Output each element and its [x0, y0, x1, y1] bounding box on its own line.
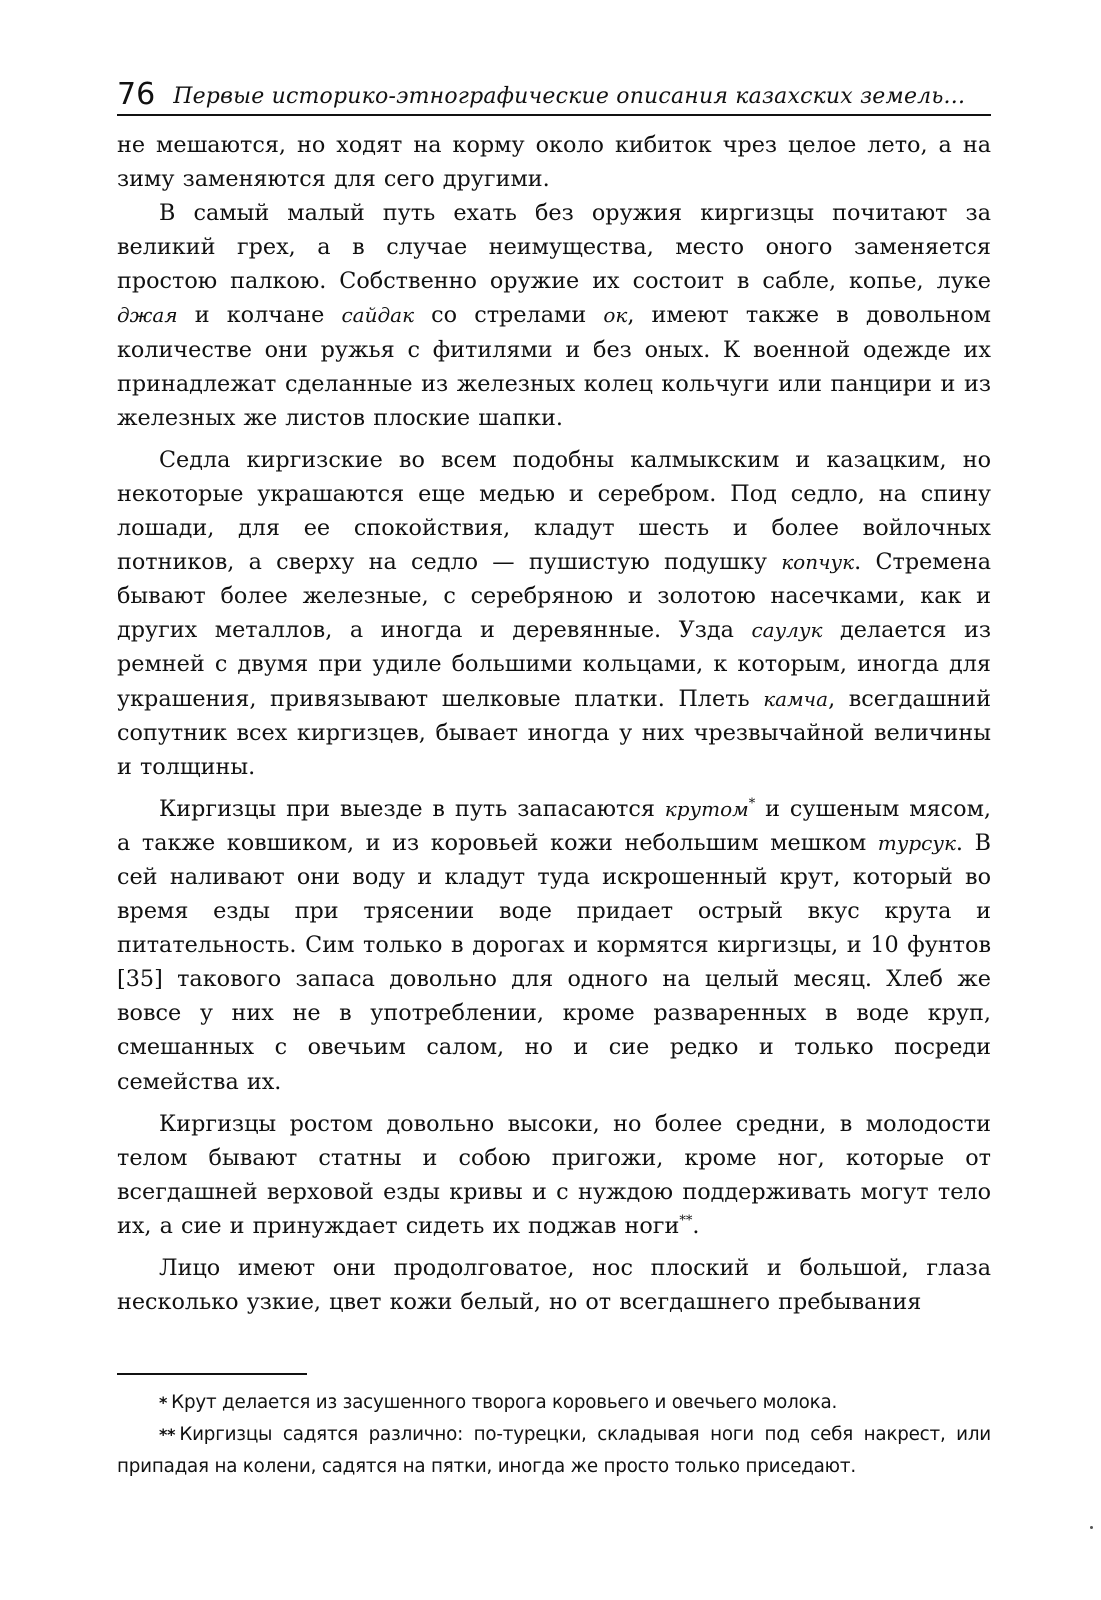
term-sauluk: саулук: [751, 618, 823, 643]
footnote-1: [117, 1387, 991, 1419]
paragraph-3-text-2: . Стремена бывают более железные, с серебряною и золотою насечками, как и других металлов, а иногда и деревянные. Узда: [117, 549, 992, 644]
term-kopchuk: копчук: [781, 550, 855, 575]
paragraph-2-text-1: В самый малый путь ехать без оружия киргизцы почитают за великий грех, а в случае неимущества, место оного заменяется простою палкою. Собственно оружие их состоит в сабле, копье, луке: [117, 200, 991, 295]
footnote-ref-1: *: [748, 796, 756, 812]
footnote-2: [117, 1419, 991, 1483]
paragraph-1: [117, 128, 991, 196]
term-saydak: сайдак: [341, 303, 415, 328]
footnote-2-mark: **: [159, 1425, 176, 1444]
paragraph-3: [117, 443, 991, 784]
paragraph-2-text-4: , имеют также в довольном количестве они ружья с фитилями и без оных. К военной одежде их принадлежат сделанные из железных колец кольчуги или панцири и из железных же листов плоские шапки.: [117, 302, 992, 431]
paragraph-3-text-4: , всегдашний сопутник всех киргизцев, бывает иногда у них чрезвычайной величины и толщины.: [117, 685, 991, 780]
term-kamcha: камча: [763, 686, 829, 711]
footnote-ref-2: **: [679, 1213, 693, 1229]
term-dzhaya: джая: [117, 303, 178, 328]
paragraph-2-text-3: со стрелами: [414, 302, 604, 329]
paragraph-5: [117, 1107, 991, 1243]
footnote-rule: [117, 1373, 307, 1375]
page-number: 76: [117, 77, 156, 112]
scan-speck: [1090, 1526, 1093, 1529]
paragraph-3-text-3: делается из ремней с двумя при удиле большими кольцами, к которым, иногда для украшения, привязывают шелковые платки. Плеть: [117, 617, 991, 712]
book-page: [117, 72, 991, 1319]
term-tursuk: турсук: [877, 830, 956, 855]
footnote-1-text: Крут делается из засушенного творога коровьего и овечьего молока.: [171, 1392, 838, 1413]
term-ok: ок: [603, 303, 628, 328]
paragraph-3-text-1: Седла киргизские во всем подобны калмыкским и казацким, но некоторые украшаются еще медью и серебром. Под седло, на спину лошади, для ее спокойствия, кладут шесть и более войлочных потников, а сверху на седло — пушистую подушку: [117, 446, 991, 576]
body-text: [117, 128, 991, 1319]
paragraph-6-text: Лицо имеют они продолговатое, нос плоский и большой, глаза несколько узкие, цвет кожи белый, но от всегдашнего пребывания: [117, 1255, 991, 1316]
paragraph-5-text-1: Киргизцы ростом довольно высоки, но более средни, в молодости телом бывают статны и собою пригожи, кроме ног, которые от всегдашней верховой езды кривы и с нуждою поддерживать могут тело их, а сие и принуждает сидеть их поджав ноги: [117, 1110, 991, 1239]
paragraph-4-text-1: Киргизцы при выезде в путь запасаются: [159, 795, 665, 822]
footnote-1-mark: *: [159, 1393, 168, 1412]
running-head: [117, 72, 991, 116]
paragraph-4: [117, 792, 991, 1099]
running-title: Первые историко-этнографические описания казахских земель...: [173, 84, 966, 109]
paragraph-2: [117, 196, 991, 435]
footnote-2-text: Киргизцы садятся различно: по-турецки, складывая ноги под себя накрест, или припадая на колени, садятся на пятки, иногда же просто только приседают.: [117, 1424, 991, 1477]
paragraph-2-text-2: и колчане: [177, 302, 342, 329]
paragraph-4-text-2: и сушеным мясом, а также ковшиком, и из коровьей кожи небольшим мешком: [117, 795, 991, 856]
paragraph-1-text: не мешаются, но ходят на корму около кибиток чрез целое лето, а на зиму заменяются для сего другими.: [117, 132, 991, 193]
paragraph-6: [117, 1251, 991, 1319]
term-krut: крутом: [664, 796, 749, 821]
footnotes: [117, 1373, 991, 1483]
paragraph-4-text-3: . В сей наливают они воду и кладут туда искрошенный крут, который во время езды при трясении воде придает острый вкус крута и питательность. Сим только в дорогах и кормятся киргизцы, и 10 фунтов [35] такового запаса довольно для одного на целый месяц. Хлеб же вовсе у них не в употреблении, кроме разваренных в воде круп, смешанных с овечьим салом, но и сие редко и только посреди семейства их.: [117, 829, 991, 1095]
paragraph-5-text-2: .: [692, 1212, 700, 1239]
